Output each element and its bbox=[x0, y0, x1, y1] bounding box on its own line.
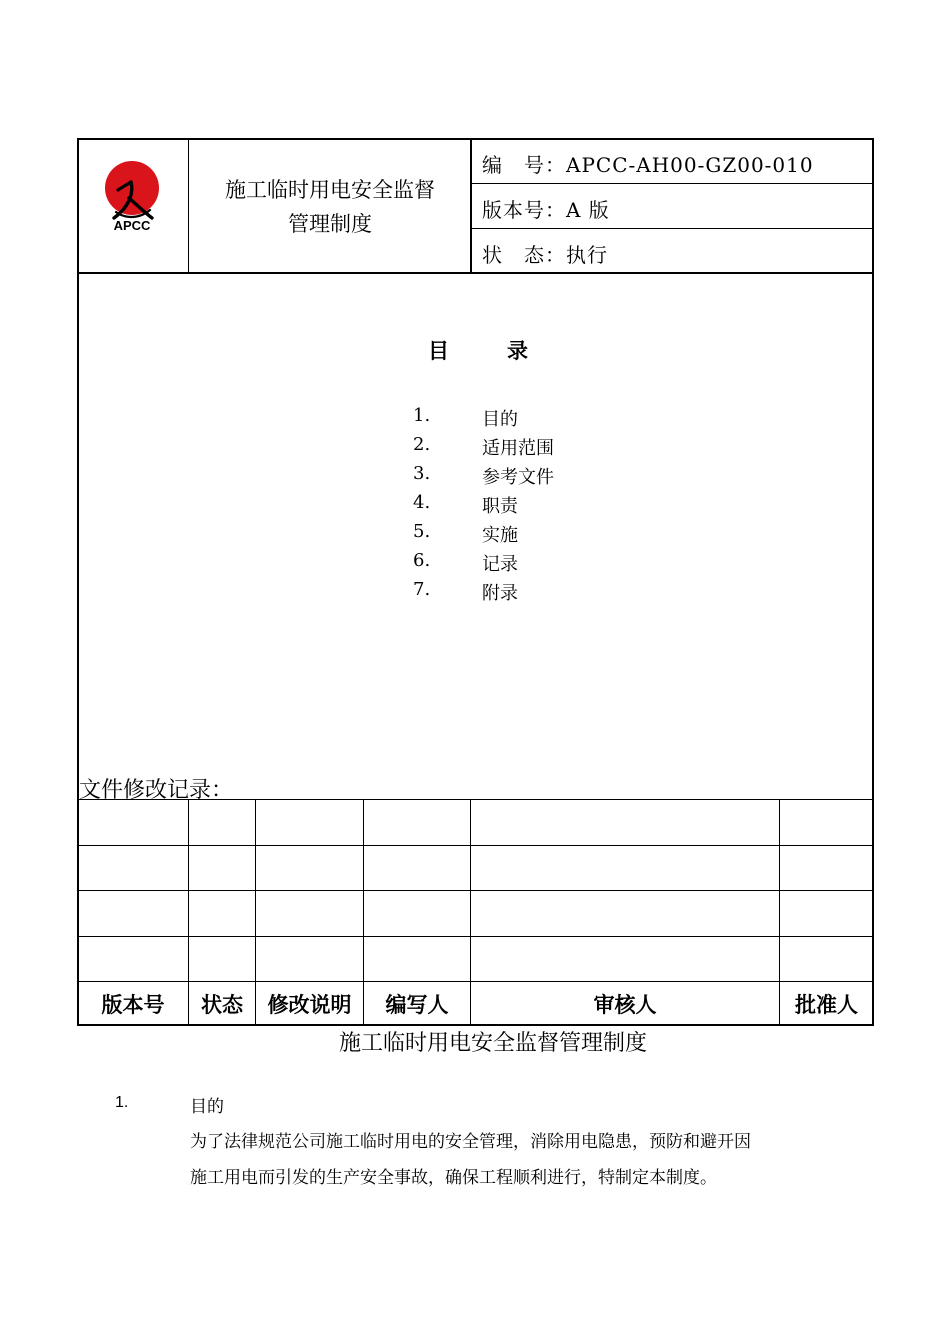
logo-text: APCC bbox=[113, 218, 151, 233]
toc-item-number: 2. bbox=[413, 434, 431, 455]
revision-header-version: 版本号 bbox=[101, 993, 165, 1017]
apcc-logo bbox=[104, 160, 160, 240]
toc-item-label: 职责 bbox=[482, 496, 518, 517]
doc-code-value: APCC-AH00-GZ00-010 bbox=[566, 153, 814, 177]
doc-version-value: A 版 bbox=[566, 198, 610, 222]
section-title: 目的 bbox=[190, 1097, 224, 1117]
toc-item-label: 目的 bbox=[482, 409, 518, 430]
toc-item-label: 参考文件 bbox=[482, 467, 554, 488]
toc-item-number: 7. bbox=[413, 579, 431, 600]
header-divider-title bbox=[470, 138, 472, 273]
section-text-line-1: 为了法律规范公司施工临时用电的安全管理，消除用电隐患，预防和避开因 bbox=[190, 1132, 751, 1152]
toc-item-label: 附录 bbox=[482, 583, 518, 604]
revision-title: 文件修改记录： bbox=[79, 778, 234, 803]
header-divider-logo bbox=[188, 138, 189, 273]
doc-status-label: 状 态： bbox=[482, 243, 566, 267]
section-number: 1. bbox=[115, 1094, 129, 1111]
meta-row-divider-1 bbox=[471, 183, 874, 184]
toc-item-label: 记录 bbox=[482, 554, 518, 575]
doc-title-cell bbox=[190, 140, 470, 273]
doc-version-label: 版本号： bbox=[482, 198, 566, 222]
section-text-line-2: 施工用电而引发的生产安全事故，确保工程顺利进行，特制定本制度。 bbox=[190, 1168, 717, 1188]
revision-header-change: 修改说明 bbox=[267, 993, 352, 1017]
toc-item-number: 3. bbox=[413, 463, 431, 484]
body-title: 施工临时用电安全监督管理制度 bbox=[338, 1031, 647, 1056]
doc-status-value: 执行 bbox=[566, 243, 608, 267]
toc-item-label: 适用范围 bbox=[482, 438, 554, 459]
toc-item-number: 6. bbox=[413, 550, 431, 571]
toc-item-label: 实施 bbox=[482, 525, 518, 546]
revision-row-rule-1 bbox=[77, 845, 874, 846]
doc-code-row bbox=[482, 149, 814, 178]
toc-item-number: 4. bbox=[413, 492, 431, 513]
toc-item-number: 5. bbox=[413, 521, 431, 542]
doc-title-line1: 施工临时用电安全监督 bbox=[225, 177, 435, 202]
toc-title: 目录 bbox=[428, 339, 586, 363]
doc-status-row bbox=[482, 239, 608, 268]
revision-header-status: 状态 bbox=[201, 993, 243, 1017]
doc-code-label: 编 号： bbox=[482, 153, 566, 177]
revision-row-rule-4 bbox=[77, 981, 874, 982]
revision-header-author: 编写人 bbox=[385, 993, 449, 1017]
revision-top-rule bbox=[77, 799, 874, 800]
revision-row-rule-3 bbox=[77, 936, 874, 937]
toc-item-number: 1. bbox=[413, 405, 431, 426]
meta-row-divider-2 bbox=[471, 228, 874, 229]
revision-row-rule-2 bbox=[77, 890, 874, 891]
doc-version-row bbox=[482, 194, 610, 223]
revision-header-approver: 批准人 bbox=[795, 993, 858, 1017]
revision-header-reviewer: 审核人 bbox=[593, 993, 657, 1017]
doc-title-line2: 管理制度 bbox=[288, 211, 372, 236]
